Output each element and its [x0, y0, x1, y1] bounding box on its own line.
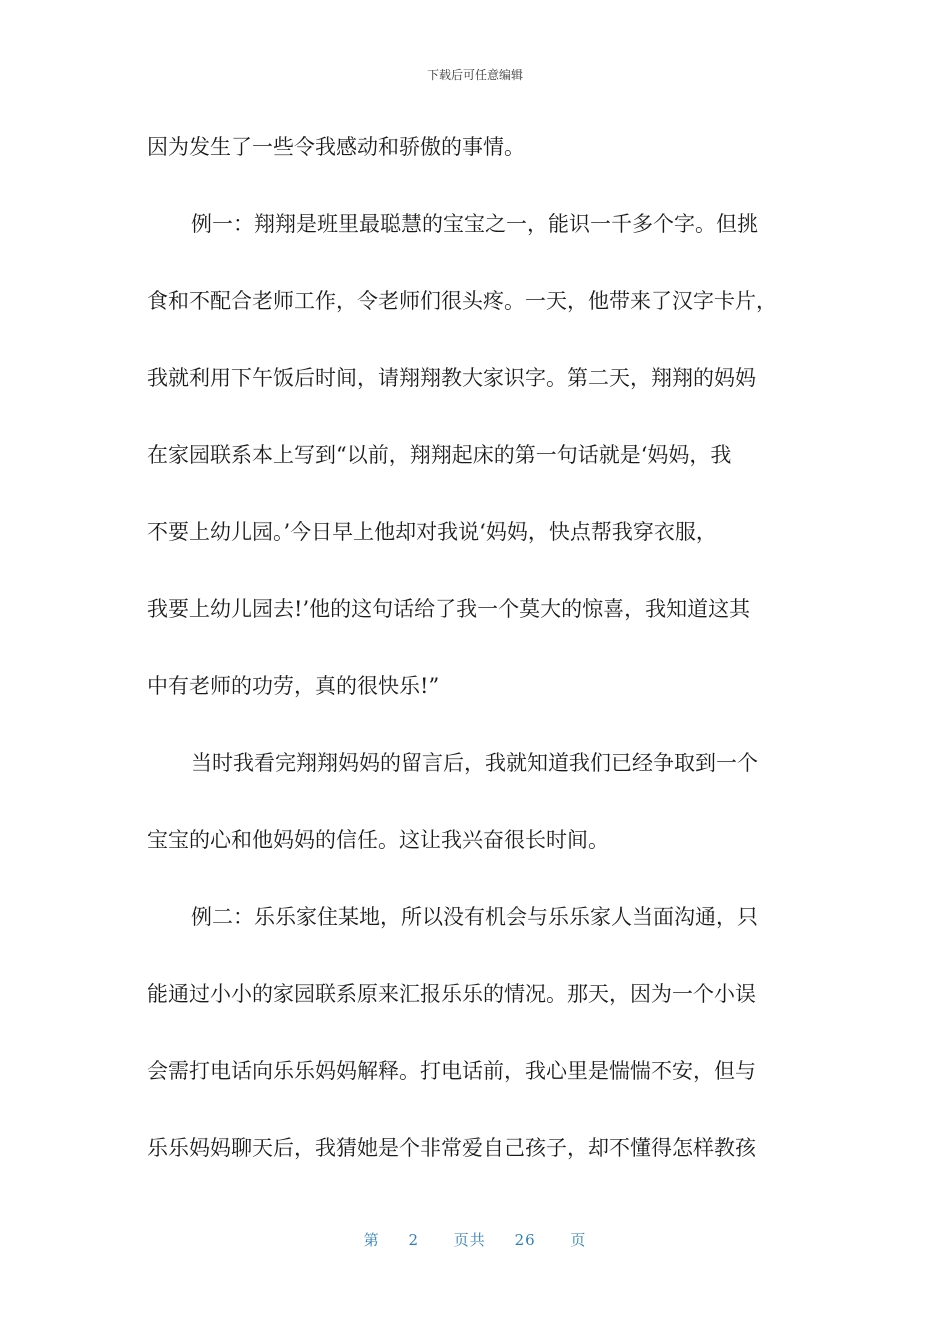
- text-line: 会需打电话向乐乐妈妈解释。打电话前，我心里是惴惴不安，但与: [147, 1059, 756, 1083]
- text-line: 例二：乐乐家住某地，所以没有机会与乐乐家人当面沟通，只: [191, 905, 758, 929]
- page-suffix: 页: [570, 1231, 587, 1249]
- text-line: 宝宝的心和他妈妈的信任。这让我兴奋很长时间。: [147, 828, 609, 852]
- text-line: 能通过小小的家园联系原来汇报乐乐的情况。那天，因为一个小误: [147, 982, 756, 1006]
- text-line: 我要上幼儿园去!’他的这句话给了我一个莫大的惊喜，我知道这其: [147, 597, 751, 621]
- text-line: 不要上幼儿园。’今日早上他却对我说‘妈妈，快点帮我穿衣服，: [147, 520, 717, 544]
- text-line: 我就利用下午饭后时间，请翔翔教大家识字。第二天，翔翔的妈妈: [147, 366, 756, 390]
- total-pages: 26: [514, 1231, 536, 1249]
- document-body: [147, 127, 807, 1205]
- text-line: 在家园联系本上写到“以前，翔翔起床的第一句话就是‘妈妈，我: [147, 443, 732, 467]
- page-prefix: 第: [363, 1231, 380, 1249]
- text-line: 中有老师的功劳，真的很快乐!”: [147, 674, 440, 698]
- text-line: 当时我看完翔翔妈妈的留言后，我就知道我们已经争取到一个: [191, 751, 758, 775]
- text-line: 例一：翔翔是班里最聪慧的宝宝之一，能识一千多个字。但挑: [191, 212, 758, 236]
- page-middle: 页共: [453, 1231, 486, 1249]
- page-number: 2: [408, 1231, 420, 1249]
- text-line: 食和不配合老师工作，令老师们很头疼。一天，他带来了汉字卡片，: [147, 289, 777, 313]
- text-line: 乐乐妈妈聊天后，我猜她是个非常爱自己孩子，却不懂得怎样教孩: [147, 1136, 756, 1160]
- page-footer: [0, 1229, 950, 1250]
- page-header: 下载后可任意编辑: [426, 68, 523, 82]
- text-line: 因为发生了一些令我感动和骄傲的事情。: [147, 135, 525, 159]
